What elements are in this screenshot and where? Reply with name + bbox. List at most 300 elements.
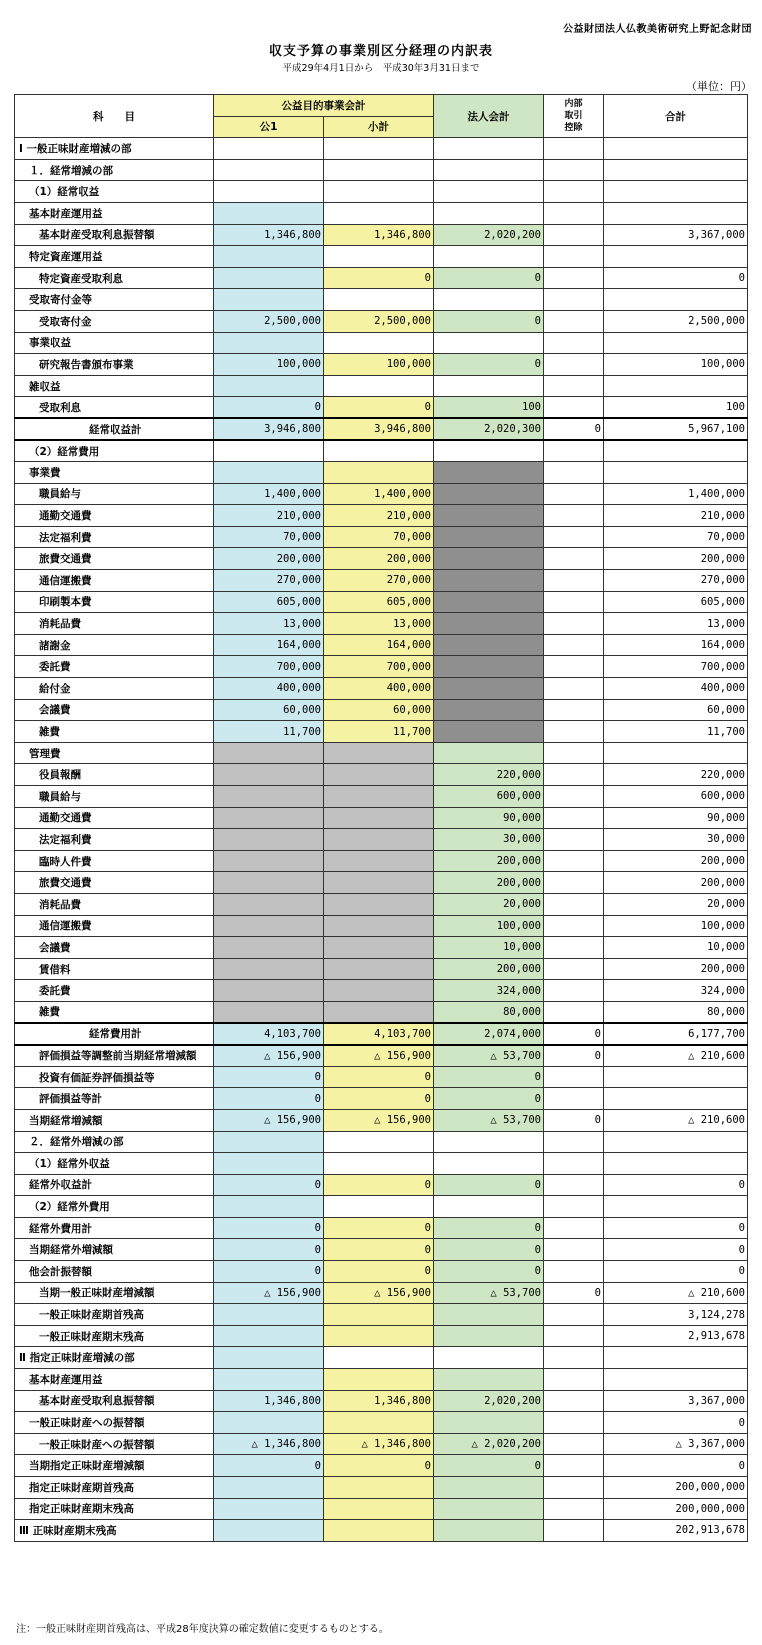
- cell-total: 700,000: [604, 656, 748, 678]
- cell-total: 210,000: [604, 505, 748, 527]
- table-row: [15, 1455, 748, 1477]
- cell-ko1: [214, 246, 324, 268]
- cell-subtotal: [324, 246, 434, 268]
- row-label: 通信運搬費: [15, 915, 214, 937]
- cell-ko1: [214, 742, 324, 764]
- cell-total: [604, 1196, 748, 1218]
- cell-corporate: [434, 505, 544, 527]
- cell-subtotal: 0: [324, 1088, 434, 1110]
- cell-ko1: [214, 980, 324, 1002]
- table-row: [15, 829, 748, 851]
- table-row: [15, 1217, 748, 1239]
- cell-ko1: 0: [214, 1217, 324, 1239]
- row-label: 受取寄付金等: [15, 289, 214, 311]
- row-label: 臨時人件費: [15, 850, 214, 872]
- table-row: [15, 440, 748, 462]
- row-label: 特定資産受取利息: [15, 267, 214, 289]
- cell-total: 220,000: [604, 764, 748, 786]
- table-row: [15, 786, 748, 808]
- row-label: 経常費用計: [15, 1023, 214, 1045]
- cell-subtotal: [324, 742, 434, 764]
- row-label: 委託費: [15, 980, 214, 1002]
- cell-internal: [544, 1131, 604, 1153]
- table-row: [15, 1325, 748, 1347]
- cell-internal: [544, 1217, 604, 1239]
- cell-ko1: [214, 1477, 324, 1499]
- cell-total: 20,000: [604, 893, 748, 915]
- cell-ko1: 60,000: [214, 699, 324, 721]
- cell-total: △ 3,367,000: [604, 1433, 748, 1455]
- table-row: [15, 1174, 748, 1196]
- table-row: [15, 1412, 748, 1434]
- cell-internal: [544, 310, 604, 332]
- cell-subtotal: 60,000: [324, 699, 434, 721]
- row-label: 法定福利費: [15, 526, 214, 548]
- table-row: [15, 202, 748, 224]
- cell-subtotal: 0: [324, 397, 434, 419]
- table-row: [15, 980, 748, 1002]
- table-row: [15, 1023, 748, 1045]
- row-label: 経常外収益計: [15, 1174, 214, 1196]
- cell-internal: [544, 202, 604, 224]
- cell-total: 0: [604, 1412, 748, 1434]
- row-label: 雑費: [15, 1001, 214, 1023]
- table-row: [15, 1131, 748, 1153]
- cell-ko1: [214, 893, 324, 915]
- table-row: [15, 1261, 748, 1283]
- table-row: [15, 1304, 748, 1326]
- cell-corporate: △ 2,020,200: [434, 1433, 544, 1455]
- cell-corporate: 600,000: [434, 786, 544, 808]
- cell-subtotal: 0: [324, 1261, 434, 1283]
- cell-total: [604, 1369, 748, 1391]
- cell-internal: [544, 267, 604, 289]
- table-row: [15, 1109, 748, 1131]
- cell-corporate: [434, 138, 544, 160]
- cell-total: 0: [604, 1217, 748, 1239]
- row-label: Ⅰ 一般正味財産増減の部: [15, 138, 214, 160]
- cell-ko1: [214, 807, 324, 829]
- cell-ko1: 11,700: [214, 721, 324, 743]
- table-row: [15, 1390, 748, 1412]
- footnote: 注：一般正味財産期首残高は、平成28年度決算の確定数値に変更するものとする。: [16, 1624, 389, 1635]
- cell-corporate: 20,000: [434, 893, 544, 915]
- cell-subtotal: [324, 181, 434, 203]
- cell-ko1: 0: [214, 1066, 324, 1088]
- cell-internal: 0: [544, 1023, 604, 1045]
- cell-total: 2,500,000: [604, 310, 748, 332]
- unit-label: （単位：円）: [686, 80, 752, 93]
- cell-subtotal: 0: [324, 1217, 434, 1239]
- table-row: [15, 267, 748, 289]
- cell-subtotal: [324, 850, 434, 872]
- cell-corporate: △ 53,700: [434, 1109, 544, 1131]
- table-body: [15, 138, 748, 1542]
- row-label: 受取利息: [15, 397, 214, 419]
- cell-internal: [544, 807, 604, 829]
- cell-ko1: [214, 850, 324, 872]
- table-row: [15, 1066, 748, 1088]
- cell-total: [604, 1153, 748, 1175]
- cell-ko1: 2,500,000: [214, 310, 324, 332]
- row-label: 旅費交通費: [15, 872, 214, 894]
- cell-corporate: 2,020,200: [434, 1390, 544, 1412]
- row-label: 通勤交通費: [15, 807, 214, 829]
- cell-subtotal: [324, 1498, 434, 1520]
- cell-corporate: [434, 375, 544, 397]
- cell-internal: [544, 1174, 604, 1196]
- row-label: 当期経常増減額: [15, 1109, 214, 1131]
- cell-ko1: 0: [214, 397, 324, 419]
- cell-internal: [544, 656, 604, 678]
- cell-total: 100,000: [604, 915, 748, 937]
- table-row: [15, 397, 748, 419]
- table-row: [15, 699, 748, 721]
- table-row: [15, 1369, 748, 1391]
- header-ko1: 公1: [214, 116, 324, 138]
- row-label: 役員報酬: [15, 764, 214, 786]
- cell-ko1: 1,400,000: [214, 483, 324, 505]
- row-label: 当期指定正味財産増減額: [15, 1455, 214, 1477]
- cell-total: 200,000: [604, 850, 748, 872]
- cell-total: 5,967,100: [604, 418, 748, 440]
- row-label: 委託費: [15, 656, 214, 678]
- cell-internal: [544, 850, 604, 872]
- cell-internal: [544, 181, 604, 203]
- row-label: １．経常増減の部: [15, 159, 214, 181]
- row-label: （2）経常外費用: [15, 1196, 214, 1218]
- row-label: 雑費: [15, 721, 214, 743]
- cell-corporate: 100,000: [434, 915, 544, 937]
- row-label: 経常収益計: [15, 418, 214, 440]
- cell-subtotal: [324, 1153, 434, 1175]
- cell-ko1: △ 1,346,800: [214, 1433, 324, 1455]
- cell-ko1: 100,000: [214, 354, 324, 376]
- cell-total: [604, 1131, 748, 1153]
- cell-internal: [544, 1196, 604, 1218]
- cell-ko1: [214, 462, 324, 484]
- table-row: [15, 678, 748, 700]
- table-row: [15, 375, 748, 397]
- cell-internal: [544, 289, 604, 311]
- cell-subtotal: [324, 1325, 434, 1347]
- cell-internal: [544, 224, 604, 246]
- cell-ko1: [214, 159, 324, 181]
- cell-corporate: 0: [434, 310, 544, 332]
- cell-subtotal: [324, 807, 434, 829]
- cell-internal: [544, 570, 604, 592]
- cell-ko1: [214, 1325, 324, 1347]
- cell-internal: [544, 375, 604, 397]
- organization-name: 公益財団法人仏教美術研究上野記念財団: [563, 24, 752, 35]
- cell-total: 90,000: [604, 807, 748, 829]
- cell-internal: [544, 591, 604, 613]
- cell-total: △ 210,600: [604, 1045, 748, 1067]
- cell-total: 200,000: [604, 548, 748, 570]
- cell-total: [604, 159, 748, 181]
- cell-corporate: [434, 548, 544, 570]
- header-item: 科 目: [15, 95, 214, 138]
- cell-ko1: [214, 202, 324, 224]
- table-row: [15, 526, 748, 548]
- row-label: （1）経常収益: [15, 181, 214, 203]
- cell-ko1: 700,000: [214, 656, 324, 678]
- row-label: 受取寄付金: [15, 310, 214, 332]
- cell-total: 600,000: [604, 786, 748, 808]
- cell-internal: [544, 440, 604, 462]
- row-label: 会議費: [15, 937, 214, 959]
- cell-ko1: [214, 764, 324, 786]
- table-row: [15, 332, 748, 354]
- row-label: 基本財産運用益: [15, 202, 214, 224]
- cell-ko1: [214, 786, 324, 808]
- cell-subtotal: [324, 1520, 434, 1542]
- table-row: [15, 159, 748, 181]
- cell-subtotal: 0: [324, 1066, 434, 1088]
- cell-total: [604, 1066, 748, 1088]
- row-label: 評価損益等計: [15, 1088, 214, 1110]
- cell-subtotal: [324, 289, 434, 311]
- cell-corporate: [434, 1131, 544, 1153]
- cell-internal: [544, 1088, 604, 1110]
- cell-corporate: [434, 613, 544, 635]
- cell-total: 200,000: [604, 958, 748, 980]
- cell-subtotal: [324, 829, 434, 851]
- cell-subtotal: 0: [324, 1239, 434, 1261]
- cell-ko1: [214, 1412, 324, 1434]
- cell-subtotal: [324, 1001, 434, 1023]
- cell-ko1: [214, 440, 324, 462]
- cell-internal: [544, 721, 604, 743]
- cell-subtotal: 270,000: [324, 570, 434, 592]
- cell-total: [604, 246, 748, 268]
- cell-total: 200,000,000: [604, 1477, 748, 1499]
- cell-internal: [544, 915, 604, 937]
- cell-total: 0: [604, 1174, 748, 1196]
- row-label: 印刷製本費: [15, 591, 214, 613]
- table-row: [15, 656, 748, 678]
- cell-corporate: [434, 440, 544, 462]
- row-label: 一般正味財産期首残高: [15, 1304, 214, 1326]
- cell-corporate: 2,020,200: [434, 224, 544, 246]
- table-row: [15, 354, 748, 376]
- cell-total: 1,400,000: [604, 483, 748, 505]
- cell-corporate: 0: [434, 1174, 544, 1196]
- cell-subtotal: [324, 1131, 434, 1153]
- table-row: [15, 613, 748, 635]
- cell-corporate: 0: [434, 1088, 544, 1110]
- cell-internal: [544, 1261, 604, 1283]
- cell-internal: [544, 764, 604, 786]
- row-label: 諸謝金: [15, 634, 214, 656]
- cell-ko1: △ 156,900: [214, 1045, 324, 1067]
- cell-internal: [544, 332, 604, 354]
- cell-internal: [544, 354, 604, 376]
- cell-corporate: [434, 699, 544, 721]
- cell-internal: [544, 1433, 604, 1455]
- table-row: [15, 1282, 748, 1304]
- cell-subtotal: [324, 786, 434, 808]
- cell-subtotal: [324, 915, 434, 937]
- cell-subtotal: 0: [324, 1455, 434, 1477]
- cell-subtotal: [324, 980, 434, 1002]
- cell-corporate: 220,000: [434, 764, 544, 786]
- cell-total: [604, 1088, 748, 1110]
- table-row: [15, 1088, 748, 1110]
- table-row: [15, 548, 748, 570]
- cell-ko1: 70,000: [214, 526, 324, 548]
- period-text: 平成29年4月1日から 平成30年3月31日まで: [282, 63, 480, 74]
- cell-total: 30,000: [604, 829, 748, 851]
- cell-subtotal: 2,500,000: [324, 310, 434, 332]
- row-label: 通勤交通費: [15, 505, 214, 527]
- row-label: 一般正味財産期末残高: [15, 1325, 214, 1347]
- cell-total: [604, 289, 748, 311]
- cell-corporate: [434, 526, 544, 548]
- cell-ko1: 210,000: [214, 505, 324, 527]
- table-row: [15, 1498, 748, 1520]
- cell-ko1: 1,346,800: [214, 224, 324, 246]
- cell-corporate: 200,000: [434, 958, 544, 980]
- cell-ko1: 200,000: [214, 548, 324, 570]
- cell-subtotal: [324, 1304, 434, 1326]
- cell-ko1: [214, 138, 324, 160]
- cell-ko1: 164,000: [214, 634, 324, 656]
- cell-corporate: 0: [434, 1261, 544, 1283]
- cell-corporate: 80,000: [434, 1001, 544, 1023]
- cell-corporate: [434, 1477, 544, 1499]
- table-row: [15, 958, 748, 980]
- header-corporate: 法人会計: [434, 95, 544, 138]
- cell-total: [604, 181, 748, 203]
- cell-internal: [544, 1369, 604, 1391]
- cell-ko1: [214, 1347, 324, 1369]
- cell-ko1: [214, 267, 324, 289]
- table-row: [15, 1239, 748, 1261]
- cell-subtotal: 400,000: [324, 678, 434, 700]
- table-row: [15, 181, 748, 203]
- cell-corporate: 2,020,300: [434, 418, 544, 440]
- cell-ko1: △ 156,900: [214, 1109, 324, 1131]
- cell-internal: [544, 958, 604, 980]
- cell-subtotal: [324, 764, 434, 786]
- table-row: [15, 807, 748, 829]
- page-title: 収支予算の事業別区分経理の内訳表: [268, 44, 493, 59]
- cell-subtotal: 700,000: [324, 656, 434, 678]
- row-label: 特定資産運用益: [15, 246, 214, 268]
- cell-internal: [544, 980, 604, 1002]
- cell-corporate: 10,000: [434, 937, 544, 959]
- cell-corporate: [434, 332, 544, 354]
- cell-internal: [544, 893, 604, 915]
- table-row: [15, 1347, 748, 1369]
- cell-corporate: [434, 1520, 544, 1542]
- header-internal: [544, 95, 604, 138]
- cell-total: 0: [604, 1261, 748, 1283]
- table-row: [15, 483, 748, 505]
- row-label: 研究報告書頒布事業: [15, 354, 214, 376]
- cell-corporate: 0: [434, 1455, 544, 1477]
- cell-total: 324,000: [604, 980, 748, 1002]
- row-label: Ⅲ 正味財産期末残高: [15, 1520, 214, 1542]
- cell-ko1: 400,000: [214, 678, 324, 700]
- table-row: [15, 570, 748, 592]
- cell-internal: [544, 526, 604, 548]
- cell-internal: [544, 1239, 604, 1261]
- cell-ko1: [214, 829, 324, 851]
- cell-subtotal: 1,346,800: [324, 224, 434, 246]
- cell-total: 0: [604, 1239, 748, 1261]
- cell-internal: 0: [544, 1109, 604, 1131]
- cell-subtotal: [324, 1347, 434, 1369]
- table-row: [15, 505, 748, 527]
- row-label: 基本財産受取利息振替額: [15, 224, 214, 246]
- table-row: [15, 1001, 748, 1023]
- cell-internal: [544, 1001, 604, 1023]
- cell-internal: [544, 159, 604, 181]
- row-label: 法定福利費: [15, 829, 214, 851]
- table-row: [15, 591, 748, 613]
- table-row: [15, 872, 748, 894]
- cell-total: 13,000: [604, 613, 748, 635]
- cell-total: [604, 138, 748, 160]
- cell-corporate: [434, 1498, 544, 1520]
- cell-corporate: [434, 483, 544, 505]
- cell-total: 3,367,000: [604, 1390, 748, 1412]
- cell-ko1: [214, 1304, 324, 1326]
- cell-subtotal: [324, 872, 434, 894]
- table-row: [15, 1045, 748, 1067]
- cell-ko1: 0: [214, 1088, 324, 1110]
- row-label: 職員給与: [15, 483, 214, 505]
- row-label: 指定正味財産期末残高: [15, 1498, 214, 1520]
- cell-corporate: [434, 1347, 544, 1369]
- cell-internal: [544, 872, 604, 894]
- cell-corporate: [434, 634, 544, 656]
- cell-subtotal: 605,000: [324, 591, 434, 613]
- cell-ko1: 13,000: [214, 613, 324, 635]
- cell-total: [604, 742, 748, 764]
- cell-total: 0: [604, 267, 748, 289]
- cell-internal: [544, 1412, 604, 1434]
- table-row: [15, 462, 748, 484]
- cell-internal: [544, 462, 604, 484]
- cell-subtotal: △ 1,346,800: [324, 1433, 434, 1455]
- row-label: 経常外費用計: [15, 1217, 214, 1239]
- cell-internal: [544, 678, 604, 700]
- table-row: [15, 418, 748, 440]
- cell-subtotal: △ 156,900: [324, 1282, 434, 1304]
- table-row: [15, 1477, 748, 1499]
- cell-corporate: [434, 246, 544, 268]
- cell-subtotal: [324, 375, 434, 397]
- row-label: 投資有価証券評価損益等: [15, 1066, 214, 1088]
- cell-subtotal: [324, 332, 434, 354]
- cell-subtotal: [324, 202, 434, 224]
- cell-corporate: [434, 202, 544, 224]
- cell-internal: [544, 548, 604, 570]
- cell-corporate: 0: [434, 267, 544, 289]
- table-row: [15, 634, 748, 656]
- cell-internal: [544, 246, 604, 268]
- cell-corporate: [434, 678, 544, 700]
- cell-ko1: 0: [214, 1239, 324, 1261]
- cell-total: 10,000: [604, 937, 748, 959]
- cell-internal: [544, 1498, 604, 1520]
- cell-total: 2,913,678: [604, 1325, 748, 1347]
- cell-corporate: [434, 1196, 544, 1218]
- cell-internal: 0: [544, 1045, 604, 1067]
